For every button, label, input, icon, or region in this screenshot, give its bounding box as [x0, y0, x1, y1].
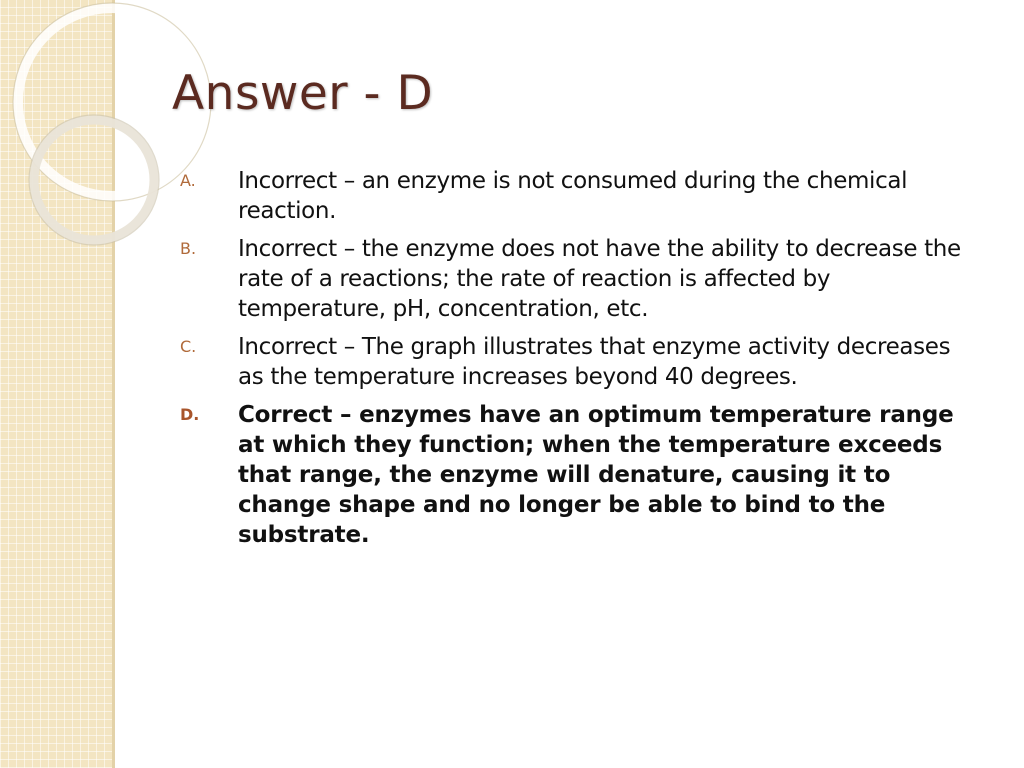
answer-letter: B.: [180, 239, 197, 258]
answer-text: Incorrect – an enzyme is not consumed during the chemical reaction.: [238, 168, 908, 224]
answer-letter: C.: [180, 337, 197, 356]
answer-item-b: [180, 234, 980, 324]
answer-text: Correct – enzymes have an optimum temperature range at which they function; when the temperature exceeds that range, the enzyme will denature, causing it to change shape and no longer be able to bind to the substrate.: [238, 402, 954, 548]
answer-item-d-correct: [180, 400, 980, 550]
answer-list: [180, 166, 980, 558]
answer-text: Incorrect – The graph illustrates that enzyme activity decreases as the temperature increases beyond 40 degrees.: [238, 334, 951, 390]
answer-letter: D.: [180, 405, 200, 424]
answer-item-c: [180, 332, 980, 392]
answer-letter: A.: [180, 171, 196, 190]
answer-item-a: [180, 166, 980, 226]
answer-text: Incorrect – the enzyme does not have the ability to decrease the rate of a reactions; the rate of reaction is affected by temperature, pH, concentration, etc.: [238, 236, 961, 322]
slide-title: Answer - D: [172, 66, 434, 121]
